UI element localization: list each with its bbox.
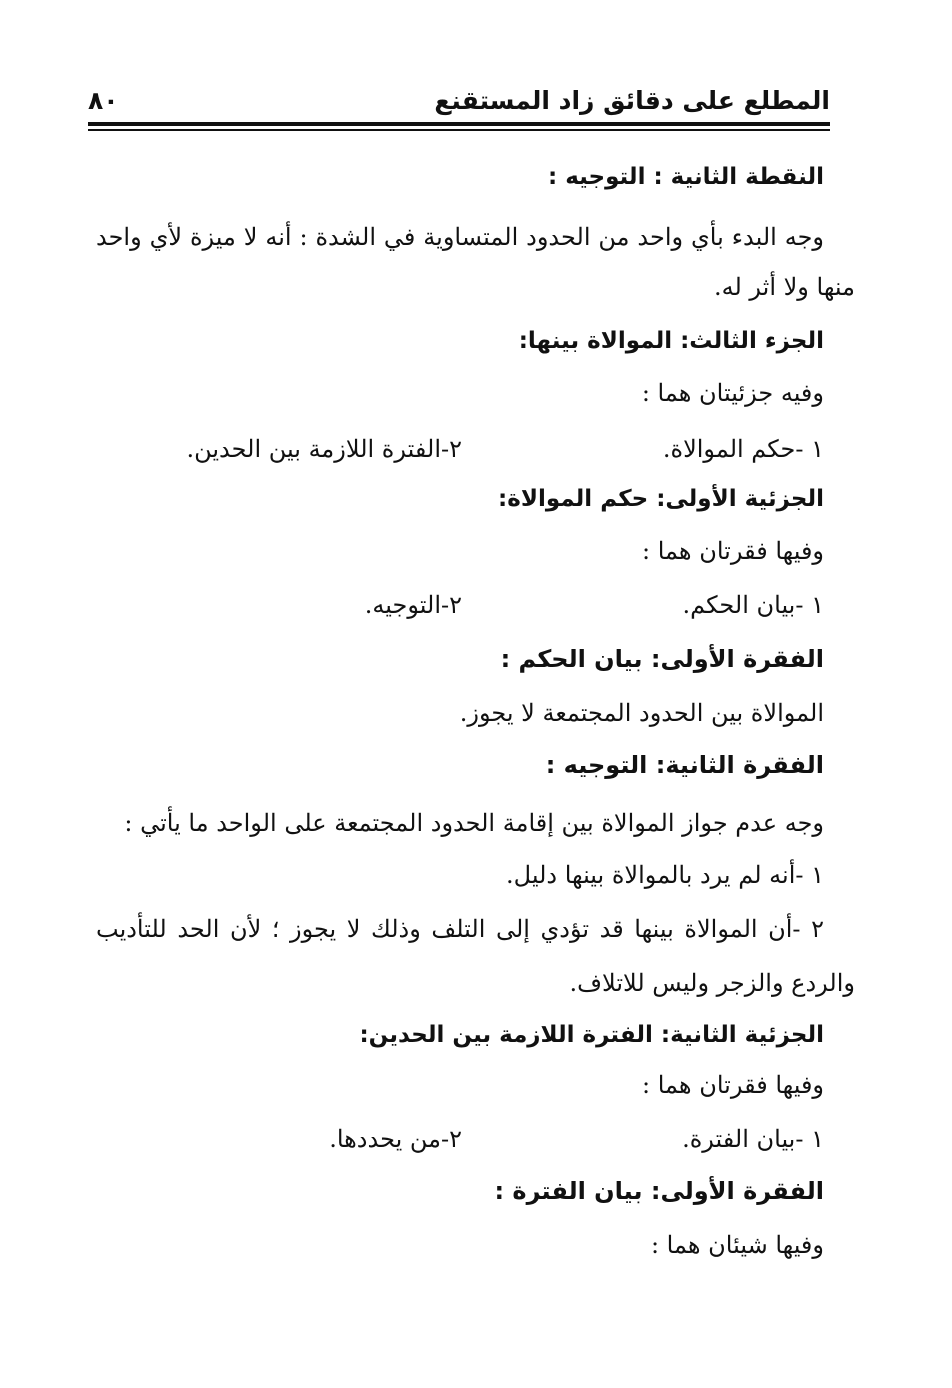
paragraph-line: وفيها شيئان هما : [650, 1231, 824, 1259]
page-number: ٨٠ [88, 86, 119, 115]
heading-subpart-two: الجزئية الثانية: الفترة اللازمة بين الحدين: [359, 1022, 824, 1048]
heading-paragraph-two: الفقرة الثانية: التوجيه : [545, 751, 824, 779]
list-item: ١ -حكم الموالاة. [662, 435, 824, 463]
header-rule-thick [88, 122, 830, 126]
list-item: ٢-التوجيه. [364, 591, 462, 619]
paragraph-line: منها ولا أثر له. [713, 273, 855, 301]
header-rule-thin [88, 129, 830, 131]
heading-paragraph-one: الفقرة الأولى: بيان الحكم : [500, 645, 824, 673]
heading-point-two: النقطة الثانية : التوجيه : [548, 164, 824, 190]
book-title: المطلع على دقائق زاد المستقنع [434, 86, 830, 115]
paragraph-line: ١ -أنه لم يرد بالموالاة بينها دليل. [506, 861, 824, 889]
list-item: ٢-من يحددها. [329, 1125, 462, 1153]
heading-paragraph-one-period: الفقرة الأولى: بيان الفترة : [494, 1177, 824, 1205]
list-item: ١ -بيان الفترة. [682, 1125, 824, 1153]
paragraph-line: وجه البدء بأي واحد من الحدود المتساوية في الشدة : أنه لا ميزة لأي واحد [96, 223, 824, 251]
paragraph-line: والردع والزجر وليس للاتلاف. [569, 969, 855, 997]
heading-part-three: الجزء الثالث: الموالاة بينها: [518, 328, 824, 354]
paragraph-line: وجه عدم جواز الموالاة بين إقامة الحدود المجتمعة على الواحد ما يأتي : [124, 809, 824, 837]
list-item: ١ -بيان الحكم. [682, 591, 824, 619]
paragraph-line: وفيها فقرتان هما : [642, 1071, 824, 1099]
paragraph-line: وفيه جزئيتان هما : [641, 379, 824, 407]
paragraph-line: الموالاة بين الحدود المجتمعة لا يجوز. [459, 699, 824, 727]
heading-subpart-one: الجزئية الأولى: حكم الموالاة: [498, 486, 824, 512]
paragraph-line: ٢ -أن الموالاة بينها قد تؤدي إلى التلف وذلك لا يجوز ؛ لأن الحد للتأديب [96, 915, 824, 943]
paragraph-line: وفيها فقرتان هما : [642, 537, 824, 565]
list-item: ٢-الفترة اللازمة بين الحدين. [186, 435, 462, 463]
running-header [88, 82, 830, 122]
